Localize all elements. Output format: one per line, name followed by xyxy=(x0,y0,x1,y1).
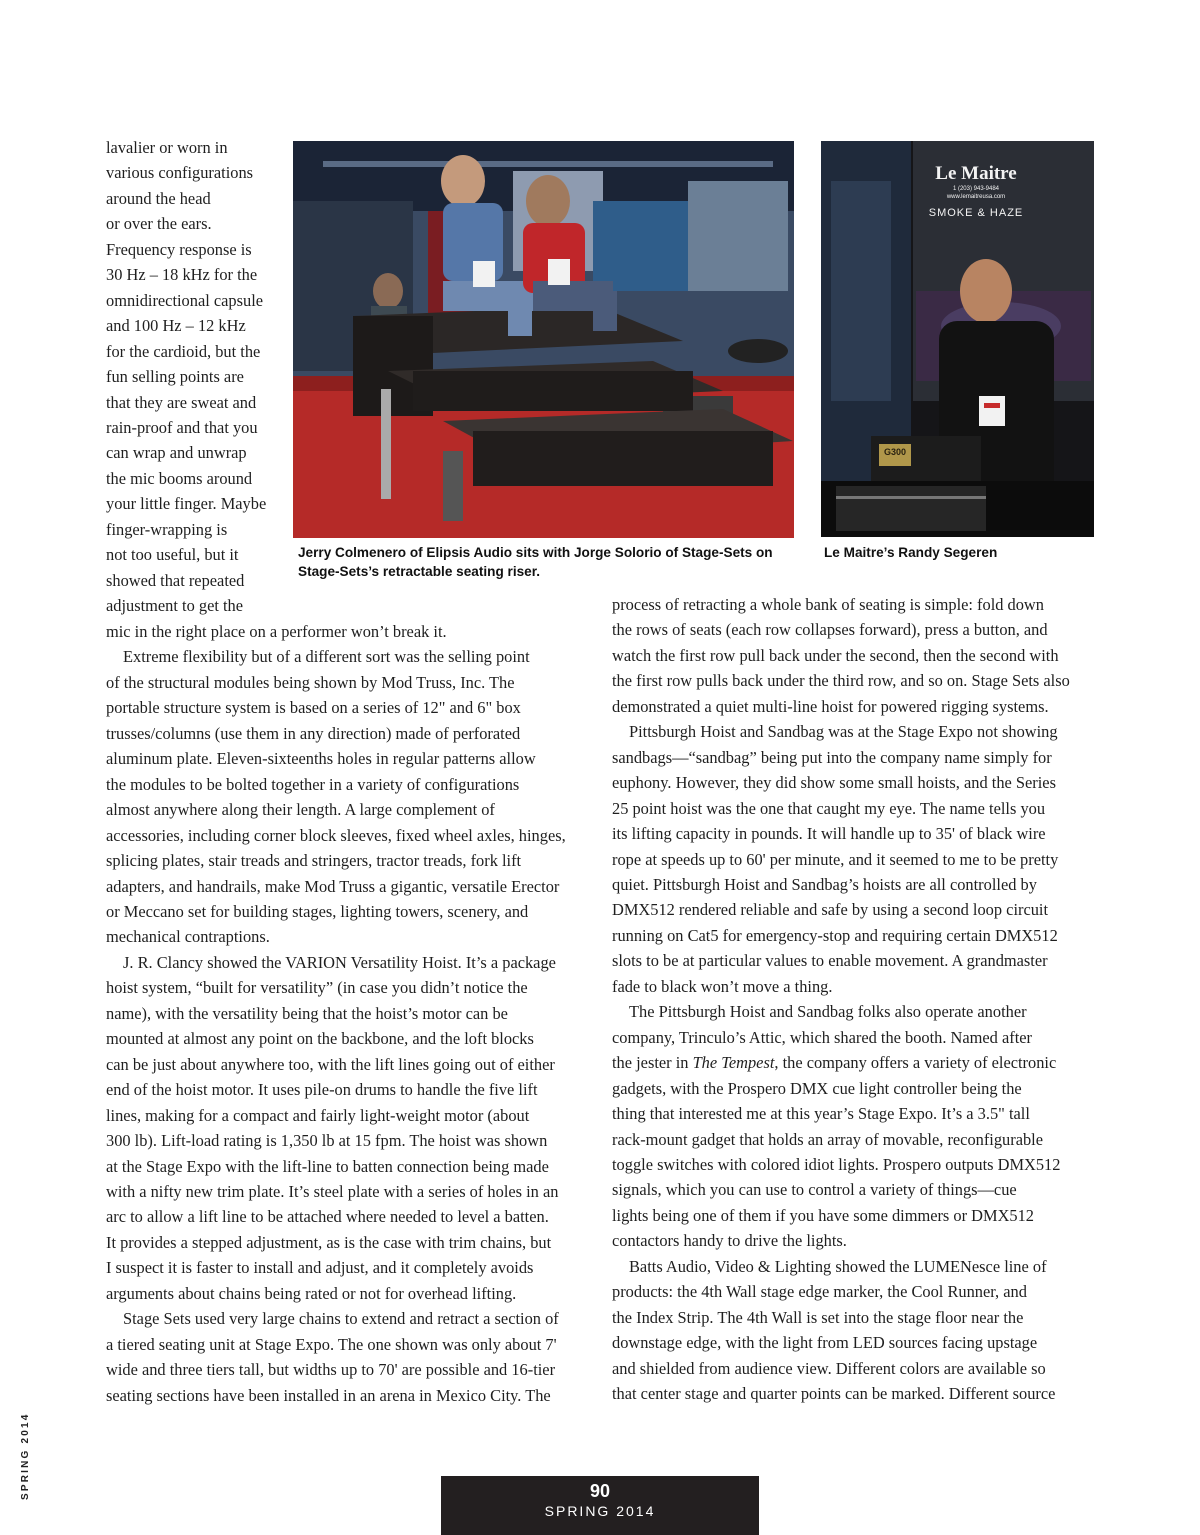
text-line: 25 point hoist was the one that caught my eye. The name tells you xyxy=(612,798,1046,818)
text-line: sandbags—“sandbag” being put into the company name simply for xyxy=(612,747,1052,767)
text-line: lines, making for a compact and fairly light-weight motor (about xyxy=(106,1105,530,1125)
text-line: 300 lb). Lift-load rating is 1,350 lb at 15 fpm. The hoist was shown xyxy=(106,1131,548,1151)
text-line: that they are sweat and xyxy=(106,392,257,412)
side-photo-caption: Le Maitre’s Randy Segeren xyxy=(824,545,998,560)
main-photo-caption: Jerry Colmenero of Elipsis Audio sits with Jorge Solorio of Stage-Sets on Stage-Sets’s retractable seating riser. xyxy=(298,545,773,579)
text-line: downstage edge, with the light from LED sources facing upstage xyxy=(612,1333,1038,1353)
text-line: trusses/columns (use them in any direction) made of perforated xyxy=(106,723,521,743)
text-line: Stage Sets used very large chains to extend and retract a section of xyxy=(123,1309,559,1329)
text-line: aluminum plate. Eleven-sixteenths holes in regular patterns allow xyxy=(106,749,536,769)
text-line: of the structural modules being shown by Mod Truss, Inc. The xyxy=(106,672,515,692)
text-line: end of the hoist motor. It uses pile-on drums to handle the five lift xyxy=(106,1080,538,1100)
text-line: Extreme flexibility but of a different sort was the selling point xyxy=(123,647,530,667)
text-line: name), with the versatility being that the hoist’s motor can be xyxy=(106,1003,508,1023)
booth-sign-tagline: SMOKE & HAZE xyxy=(928,207,1024,219)
text-line: hoist system, “built for versatility” (in case you didn’t notice the xyxy=(106,978,528,998)
text-line: quiet. Pittsburgh Hoist and Sandbag’s hoists are all controlled by xyxy=(612,874,1037,894)
text-line: your little finger. Maybe xyxy=(106,494,267,514)
text-line: mounted at almost any point on the backbone, and the loft blocks xyxy=(106,1029,534,1049)
text-line: the Index Strip. The 4th Wall is set into the stage floor near the xyxy=(612,1307,1024,1327)
text-line: DMX512 rendered reliable and safe by using a second loop circuit xyxy=(612,900,1049,920)
text-line: accessories, including corner block sleeves, fixed wheel axles, hinges, xyxy=(106,825,566,845)
text-line: demonstrated a quiet multi-line hoist for powered rigging systems. xyxy=(612,696,1049,716)
text-line: a tiered seating unit at Stage Expo. The one shown was only about 7' xyxy=(106,1334,557,1354)
text-line: at the Stage Expo with the lift-line to batten connection being made xyxy=(106,1156,549,1176)
text-line: The Pittsburgh Hoist and Sandbag folks also operate another xyxy=(629,1002,1027,1022)
text-line: or over the ears. xyxy=(106,214,212,234)
text-line: the modules to be bolted together in a variety of configurations xyxy=(106,774,520,794)
text-line: wide and three tiers tall, but widths up to 70' are possible and 16-tier xyxy=(106,1360,556,1380)
text-line: lavalier or worn in xyxy=(106,138,228,157)
text-line: or Meccano set for building stages, lighting towers, scenery, and xyxy=(106,901,529,921)
text-line: rain-proof and that you xyxy=(106,417,258,437)
text-line: the rows of seats (each row collapses forward), press a button, and xyxy=(612,620,1048,640)
text-line: contactors handy to drive the lights. xyxy=(612,1231,847,1251)
text-line: rope at speeds up to 60' per minute, and it seemed to me to be pretty xyxy=(612,849,1059,869)
text-line: seating sections have been installed in an arena in Mexico City. The xyxy=(106,1385,551,1405)
text-line: Pittsburgh Hoist and Sandbag was at the Stage Expo not showing xyxy=(629,722,1058,742)
booth-sign-phone: 1 (203) 943-9484 xyxy=(952,186,1000,192)
text-line: arc to allow a lift line to be attached where needed to level a batten. xyxy=(106,1207,549,1227)
booth-sign xyxy=(917,163,1035,221)
photo-le-maitre-booth xyxy=(821,141,1094,537)
text-line: It provides a stepped adjustment, as is the case with trim chains, but xyxy=(106,1232,552,1252)
text-line: mic in the right place on a performer won’t break it. xyxy=(106,622,447,641)
text-line: slots to be at particular values to enable movement. A grandmaster xyxy=(612,951,1048,971)
text-line: process of retracting a whole bank of seating is simple: fold down xyxy=(612,595,1044,614)
page-number: 90 xyxy=(589,1481,611,1501)
machine-label: G300 xyxy=(883,447,907,457)
photo-seating-riser xyxy=(293,141,794,538)
text-line: thing that interested me at this year’s Stage Expo. It’s a 3.5" tall xyxy=(612,1104,1030,1124)
text-line: and shielded from audience view. Different colors are available so xyxy=(612,1358,1046,1378)
column-1-text xyxy=(106,619,596,1408)
booth-sign-brand: Le Maitre xyxy=(935,163,1017,184)
text-line: not too useful, but it xyxy=(106,545,239,565)
text-line: arguments about chains being rated or not for overhead lifting. xyxy=(106,1283,517,1303)
text-line: portable structure system is based on a series of 12" and 6" box xyxy=(106,698,521,718)
page-footer xyxy=(441,1476,759,1535)
text-line: for the cardioid, but the xyxy=(106,341,261,361)
text-line: watch the first row pull back under the second, then the second with xyxy=(612,645,1059,665)
text-line: euphony. However, they did show some small hoists, and the Series xyxy=(612,773,1056,793)
text-line: toggle switches with colored idiot lights. Prospero outputs DMX512 xyxy=(612,1154,1061,1174)
side-issue-tag: SPRING 2014 xyxy=(20,1412,31,1500)
text-line: adjustment to get the xyxy=(106,596,244,616)
text-line: J. R. Clancy showed the VARION Versatility Hoist. It’s a package xyxy=(123,952,556,972)
text-line: can wrap and unwrap xyxy=(106,443,247,463)
text-line: almost anywhere along their length. A large complement of xyxy=(106,800,495,820)
column-2-text xyxy=(612,592,1102,1407)
text-line: I suspect it is faster to install and adjust, and it completely avoids xyxy=(106,1258,534,1278)
text-line: adapters, and handrails, make Mod Truss a gigantic, versatile Erector xyxy=(106,876,560,896)
text-line: Batts Audio, Video & Lighting showed the LUMENesce line of xyxy=(629,1256,1047,1276)
text-line: running on Cat5 for emergency-stop and requiring certain DMX512 xyxy=(612,925,1058,945)
text-line: that center stage and quarter points can be marked. Different source xyxy=(612,1384,1056,1404)
text-line: its lifting capacity in pounds. It will handle up to 35' of black wire xyxy=(612,824,1046,844)
text-line: fun selling points are xyxy=(106,367,244,387)
text-line: fade to black won’t move a thing. xyxy=(612,976,833,996)
text-line: showed that repeated xyxy=(106,570,245,590)
text-line: the jester in The Tempest, the company offers a variety of electronic xyxy=(612,1053,1057,1073)
text-line: 30 Hz – 18 kHz for the xyxy=(106,265,258,285)
text-line: around the head xyxy=(106,188,211,208)
text-line: finger-wrapping is xyxy=(106,519,228,539)
text-line: can be just about anywhere too, with the lift lines going out of either xyxy=(106,1054,555,1074)
text-line: splicing plates, stair treads and stringers, tractor treads, fork lift xyxy=(106,851,522,871)
text-line: rack-mount gadget that holds an array of movable, reconfigurable xyxy=(612,1129,1043,1149)
text-line: gadgets, with the Prospero DMX cue light controller being the xyxy=(612,1078,1022,1098)
text-line: the first row pulls back under the third row, and so on. Stage Sets also xyxy=(612,671,1070,691)
text-line: and 100 Hz – 12 kHz xyxy=(106,316,246,336)
text-line: lights being one of them if you have some dimmers or DMX512 xyxy=(612,1205,1034,1225)
text-line: with a nifty new trim plate. It’s steel plate with a series of holes in an xyxy=(106,1181,559,1201)
booth-sign-web: www.lemaitreusa.com xyxy=(946,194,1006,200)
text-line: the mic booms around xyxy=(106,468,253,488)
text-line: omnidirectional capsule xyxy=(106,290,264,310)
footer-issue: SPRING 2014 xyxy=(544,1503,656,1519)
column-1-narrow-text xyxy=(106,135,286,619)
text-line: Frequency response is xyxy=(106,239,252,259)
text-line: mechanical contraptions. xyxy=(106,927,270,947)
text-line: various configurations xyxy=(106,163,254,183)
text-line: signals, which you can use to control a variety of things—cue xyxy=(612,1180,1017,1200)
text-line: company, Trinculo’s Attic, which shared the booth. Named after xyxy=(612,1027,1032,1047)
text-line: products: the 4th Wall stage edge marker, the Cool Runner, and xyxy=(612,1282,1027,1302)
